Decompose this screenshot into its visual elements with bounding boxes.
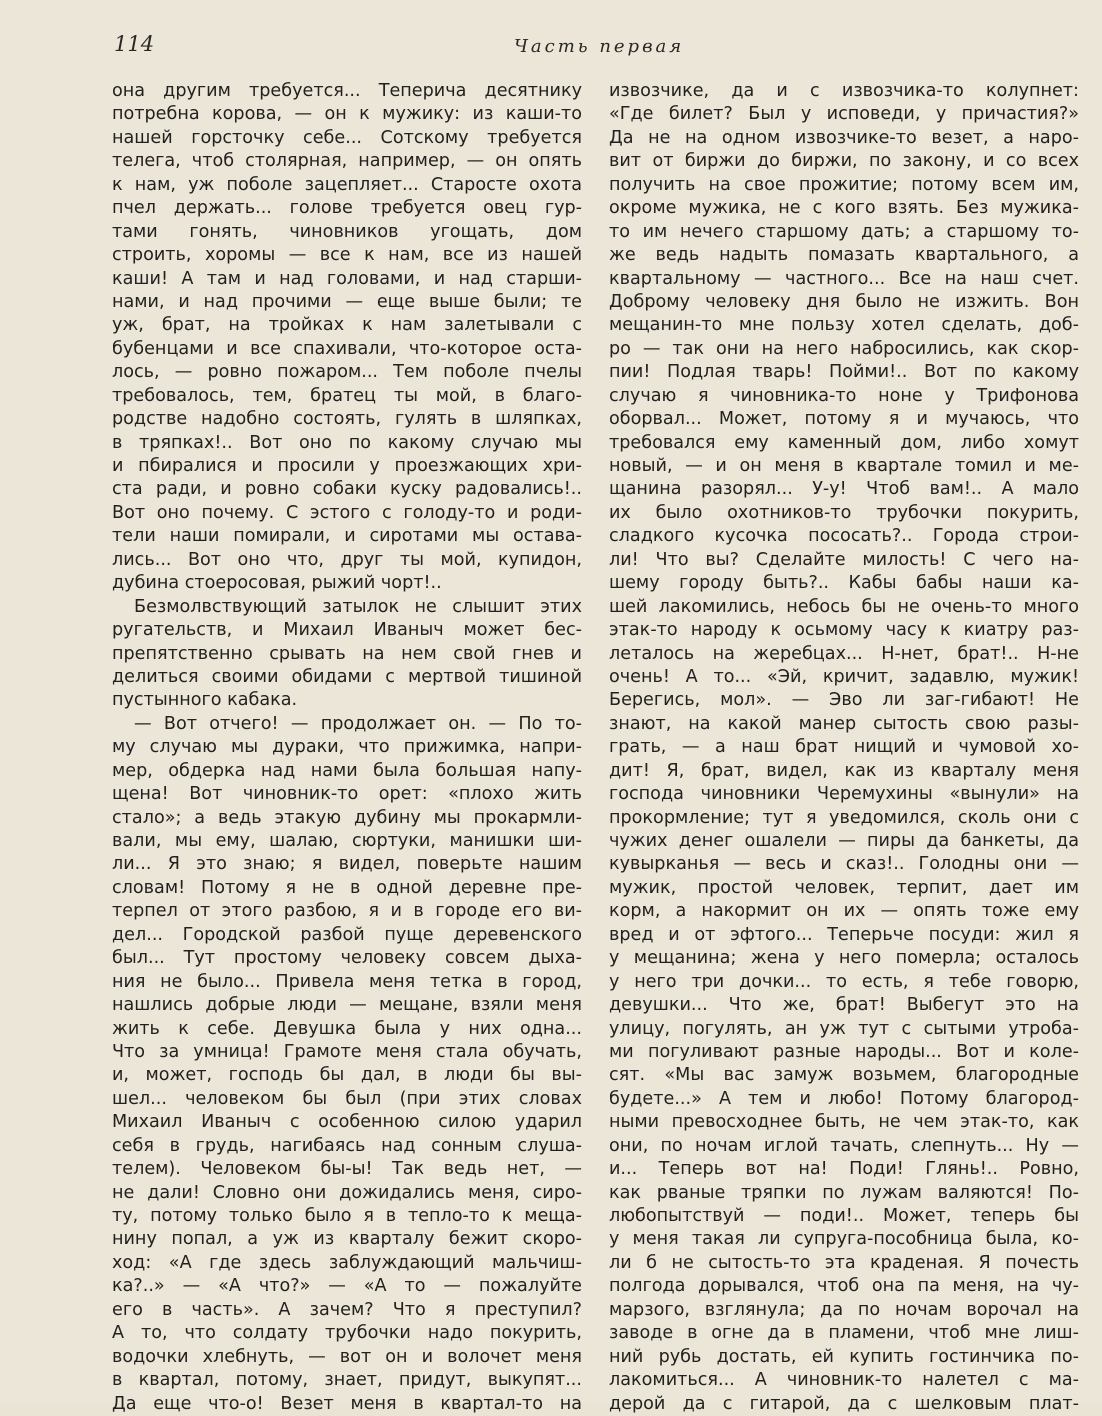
text-line: будете...» А тем и любо! Потому благород- [609,1088,1079,1109]
text-line: Михаил Иваныч с особенною силою ударил [112,1112,582,1133]
text-line: родстве надобно состоять, гулять в шляпках, [112,409,582,430]
text-line: она другим требуется... Теперича десятнику [112,81,582,101]
text-line: ка?..» — «А что?» — «А то — пожалуйте [112,1276,582,1297]
text-line: не дали! Словно они дожидались меня, сиро- [112,1182,582,1203]
text-line: полгода дорывался, чтоб она па меня, на чу- [609,1276,1079,1297]
text-line: Что за умница! Грамоте меня стала обучать, [112,1041,582,1062]
text-line: ро — так они на него набросились, как скор- [609,338,1079,359]
text-line: ными превосходнее быть, не чем этак-то, как [609,1112,1079,1133]
text-line: телега, чтоб столярная, например, — он опять [112,151,582,172]
text-line: нину попал, а уж из кварталу бежит скоро- [112,1229,582,1250]
text-line: делиться своими обидами с мертвой тишиной [112,666,582,687]
text-line: марзого, взглянула; да по ночам ворочал на [609,1299,1079,1320]
text-line: как рваные тряпки по лужам валяются! По- [609,1182,1079,1203]
text-line: сладкого кусочка пососать?.. Города строи- [609,526,1079,547]
text-line: дерой да с гитарой, да с шелковым плат- [609,1393,1079,1414]
text-line: уж, брат, на тройках к нам залетывали с [112,315,582,336]
text-line: стало»; а ведь этакую дубину мы прокармли- [112,807,582,828]
text-line: леталось на жеребцах... Н-нет, брат!.. Н-не [609,643,1079,664]
text-line: и, может, господь бы дал, в люди бы вы- [112,1065,582,1086]
text-line: мужик, простой человек, терпит, дает им [609,877,1079,898]
text-line: корм, а накормит он их — опять тоже ему [609,901,1079,922]
text-line: вит от биржи до биржи, по закону, и со всех [609,151,1079,172]
text-line: тели наши помирали, и сиротами мы остава- [112,526,582,547]
text-line: пии! Подлая тварь! Пойми!.. Вот по какому [609,362,1079,383]
text-line: мер, обдерка над нами была большая напу- [112,760,582,781]
text-line: к нам, уж поболе зацепляет... Старосте охота [112,174,582,195]
text-line: му случаю мы дураки, что прижимка, напри- [112,737,582,758]
text-line: ний рубь достать, ей купить гостинчика по- [609,1346,1079,1367]
text-line: кувырканья — весь и сказ!.. Голодны они — [609,854,1079,875]
text-line: нашей горсточку себе... Сотскому требуется [112,127,582,148]
text-line: Безмолвствующий затылок не слышит этих [134,596,582,617]
text-line: ли... Я это знаю; я видел, поверьте нашим [112,854,582,875]
text-line: Да не на одном извозчике-то везет, а наро- [609,127,1079,148]
text-column-right [609,80,1079,1416]
text-line: лакомиться... А чиновник-то налетел с ма- [609,1370,1079,1391]
text-line: любопытствуй — поди!.. Может, теперь бы [609,1206,1079,1226]
text-line: препятственно срывать на нем свой гнев и [112,643,582,664]
text-line: у мещанина; жена у него померла; осталось [609,948,1079,969]
text-line: очень! А то... «Эй, кричит, задавлю, мужик! [609,666,1079,687]
text-line: строить, хоромы — все к нам, все из нашей [112,245,582,266]
text-line: заводе в огне да в пламени, чтоб мне лиш- [609,1323,1079,1344]
text-line: знают, на какой манер сытость свою разы- [609,713,1079,734]
text-line: у него три дочки... то есть, я тебе говорю, [609,971,1079,992]
text-line: его в часть». А зачем? Что я преступил? [112,1299,582,1320]
text-line: каши! А там и над головами, и над старши- [112,268,582,289]
page-number: 114 [114,32,155,56]
text-line: был... Тут простому человеку совсем дыха- [112,948,582,969]
text-line: Вот оно почему. С эстого с голоду-то и роди- [112,502,582,523]
text-column-left [112,80,582,1416]
text-line: в квартал, потому, знает, придут, выкупят... [112,1370,582,1391]
text-line: прокормление; тут я уведомился, сколь они с [609,807,1079,828]
text-line: пчел держать... голове требуется овец гур- [112,198,582,219]
text-line: лось, — ровно пожаром... Тем поболе пчелы [112,362,582,383]
text-line: дел... Городской разбой пуще деревенского [112,924,582,945]
text-line: случаю я чиновника-то ноне у Трифонова [609,385,1079,406]
text-line: Берегись, мол». — Эво ли заг-гибают! Не [609,690,1079,711]
text-line: извозчике, да и с извозчика-то колупнет: [609,81,1079,101]
text-line: они, по ночам иглой тачать, слепнуть... Ну — [609,1135,1079,1156]
text-line: А то, что солдату трубочки надо покурить, [112,1323,582,1344]
text-line: ли! Что вы? Сделайте милость! С чего на- [609,549,1079,570]
text-line: Доброму человеку дня было не изжить. Вон [609,291,1079,312]
text-line: ругательств, и Михаил Иваныч может бес- [112,620,582,641]
text-line: Да еще что-о! Везет меня в квартал-то на [112,1393,582,1414]
text-line: дит! Я, брат, видел, как из кварталу меня [609,760,1079,781]
text-line: ста ради, и ровно собаки куску радовались!.. [112,479,582,500]
text-line: жить к себе. Девушка была у них одна... [112,1018,582,1039]
text-line: ния не было... Привела меня тетка в город, [112,971,582,992]
text-line: и... Теперь вот на! Поди! Глянь!.. Ровно, [609,1159,1079,1180]
text-line: бубенцами и все спахивали, что-которое оста- [112,338,582,359]
text-line: «Где билет? Был у исповеди, у причастия?» [609,104,1079,125]
text-line: щанина разорял... У-у! Чтоб вам!.. А мало [609,479,1079,500]
text-line: требовался ему каменный дом, либо хомут [609,432,1079,453]
text-line: же ведь надыть помазать квартального, а [609,245,1079,266]
text-line: шей лакомились, небось бы не очень-то много [609,596,1079,617]
text-line: квартальному — частного... Все на наш счет. [609,268,1079,289]
text-line: лись... Вот оно что, друг ты мой, купидон, [112,549,582,570]
text-line: оборвал... Может, потому я и мучаюсь, что [609,409,1079,430]
running-head: Часть первая [514,36,685,57]
text-line: вред и от эфтого... Теперьче посуди: жил я [609,924,1079,945]
text-line: пустынного кабака. [112,690,298,711]
text-line: тами гонять, чиновников угощать, дом [112,221,582,242]
text-line: грать, — а наш брат нищий и чумовой хо- [609,737,1079,758]
text-line: чужих денег ошалели — пиры да банкеты, да [609,831,1079,851]
text-line: мещанин-то мне пользу хотел сделать, доб- [609,315,1079,336]
page-header [114,30,1102,64]
text-line: ту, потому только было я в тепло-то к меща- [112,1206,582,1226]
text-line: получить на свое прожитие; потому всем им, [609,174,1079,195]
text-line: ми погуливают разные народы... Вот и коле- [609,1041,1079,1062]
text-line: телем). Человеком бы-ы! Так ведь нет, — [112,1159,582,1180]
text-line: ли б не сытость-то эта краденая. Я почесть [609,1252,1079,1273]
text-line: потребна корова, — он к мужику: из каши-то [112,104,582,125]
text-line: девушки... Что же, брат! Выбегут это на [609,995,1079,1016]
text-line: требовалось, тем, братец ты мой, в благо- [112,385,582,406]
text-line: дубина стоеросовая, рыжий чорт!.. [112,573,442,594]
text-line: нами, и над прочими — еще выше были; те [112,291,582,312]
text-line: окроме мужика, не с кого взять. Без мужика- [609,198,1079,219]
text-line: терпел от этого разбою, я и в городе его ви- [112,901,582,922]
text-line: шему городу быть?.. Кабы бабы наши ка- [609,573,1079,594]
text-line: господа чиновники Черемухины «вынули» на [609,784,1079,805]
text-line: то им нечего старшому дать; а старшому то- [609,221,1079,242]
text-line: улицу, погулять, ан уж тут с сытыми утроба- [609,1018,1079,1039]
text-line: их было охотников-то трубочки покурить, [609,502,1079,523]
text-line: нашлись добрые люди — мещане, взяли меня [112,995,582,1016]
text-line: шел... человеком бы был (при этих словах [112,1088,582,1109]
text-line: новый, — и он меня в квартале томил и ме- [609,456,1079,476]
text-line: себя в грудь, нагибаясь над сонным слуша- [112,1135,582,1156]
text-line: водочки хлебнуть, — вот он и волочет меня [112,1346,582,1367]
text-line: вали, мы ему, шалаю, сюртуки, манишки ши- [112,831,582,851]
text-line: щена! Вот чиновник-то орет: «плохо жить [112,784,582,805]
text-line: и пбиралися и просили у проезжающих хри- [112,456,582,476]
text-line: в тряпках!.. Вот оно по какому случаю мы [112,432,582,453]
text-line: ход: «А где здесь заблуждающий мальчиш- [112,1252,582,1273]
text-line: сят. «Мы вас замуж возьмем, благородные [609,1065,1079,1086]
text-line: словам! Потому я не в одной деревне пре- [112,877,582,898]
text-line: этак-то народу к осьмому часу к киатру раз- [609,620,1079,641]
text-line: у меня такая ли супруга-пособница была, ко- [609,1229,1079,1250]
text-line: — Вот отчего! — продолжает он. — По то- [134,713,582,734]
